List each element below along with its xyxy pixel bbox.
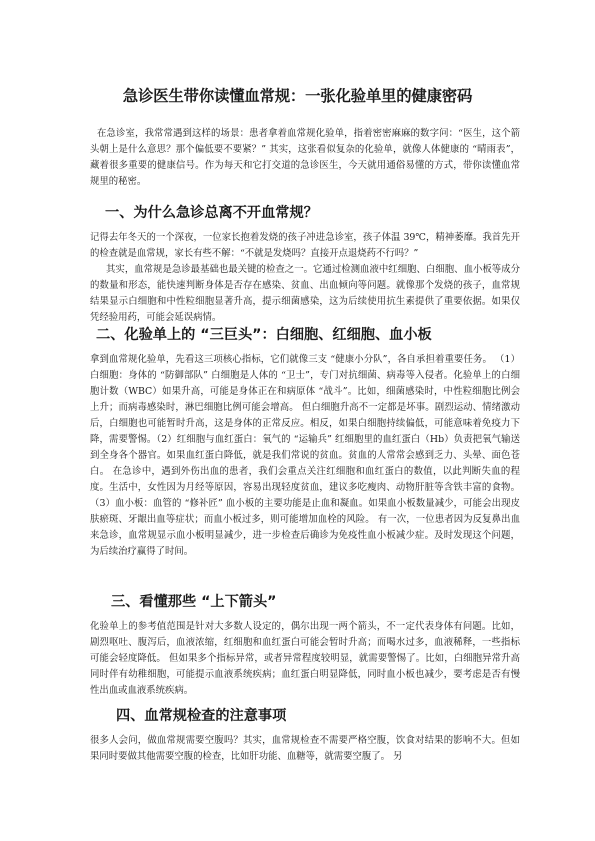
section-4-paragraph-1: 很多人会问，做血常规需要空腹吗？其实，血常规检查不需要严格空腹，饮食对结果的影响不大。但如果同时要做其他需要空腹的检查，比如肝功能、血糖等，就需要空腹了。 另 (90, 735, 520, 762)
section-1-heading: 一、为什么急诊总离不开血常规？ (105, 205, 318, 221)
intro-paragraph: 在急诊室，我常常遇到这样的场景：患者拿着血常规化验单，指着密密麻麻的数字问：“医生，这个箭头朝上是什么意思？那个偏低要不要紧？” 其实，这张看似复杂的化验单，就像人体健康的 “晴雨表”，藏着很多重要的健康信号。作为每天和它打交道的急诊医生，今天就用通俗易懂的方式，带你读懂血常规里的秘密。 (90, 128, 520, 187)
section-2-paragraph-1: 拿到血常规化验单，先看这三项核心指标，它们就像三支 “健康小分队”，各自承担着重要任务。 （1）白细胞：身体的 “防御部队” 白细胞是人体的 “卫士”，专门对抗细菌、病毒等入侵者。化验单上的白细胞计数（WBC）如果升高，可能是身体正在和病原体 “战斗”。比如，细菌感染时，中性粒细胞比例会上升；而病毒感染时，淋巴细胞比例可能会增高。 但白细胞升高不一定都是坏事。剧烈运动、情绪激动后，白细胞也可能暂时升高，这是身体的正常反应。相反，如果白细胞持续偏低，可能意味着免疫力下降，需要警惕。（2）红细胞与血红蛋白：氧气的 “运输兵” 红细胞里的血红蛋白（Hb）负责把氧气输送到全身各个器官。如果血红蛋白降低，就是我们常说的贫血。贫血的人常常会感到乏力、头晕、面色苍白。 在急诊中，遇到外伤出血的患者，我们会重点关注红细胞和血红蛋白的数值，以此判断失血的程度。生活中，女性因为月经等原因，容易出现轻度贫血，建议多吃瘦肉、动物肝脏等含铁丰富的食物。 （3）血小板：血管的 “修补匠” 血小板的主要功能是止血和凝血。如果血小板数量减少，可能会出现皮肤瘀斑、牙龈出血等症状；而血小板过多，则可能增加血栓的风险。 有一次，一位患者因为反复鼻出血来急诊，血常规显示血小板明显减少，进一步检查后确诊为免疫性血小板减少症。及时发现这个问题，为后续治疗赢得了时间。 (90, 354, 520, 557)
section-2-heading: 二、化验单上的 “三巨头”：白细胞、红细胞、血小板 (96, 327, 432, 343)
document-title: 急诊医生带你读懂血常规：一张化验单里的健康密码 (122, 87, 473, 106)
section-1-paragraph-2: 其实，血常规是急诊最基础也最关键的检查之一。它通过检测血液中红细胞、白细胞、血小板等成分的数量和形态，能快速判断身体是否存在感染、贫血、出血倾向等问题。就像那个发烧的孩子，血常规结果显示白细胞和中性粒细胞显著升高，提示细菌感染，这为后续使用抗生素提供了重要依据。如果仅凭经验用药，可能会延误病情。 (90, 264, 520, 323)
section-3-paragraph-1: 化验单上的参考值范围是针对大多数人设定的，偶尔出现一两个箭头，不一定代表身体有问题。比如，剧烈呕吐、腹泻后，血液浓缩，红细胞和血红蛋白可能会暂时升高；而喝水过多，血液稀释，一些指标可能会轻度降低。 但如果多个指标异常，或者异常程度较明显，就需要警惕了。比如，白细胞异常升高同时伴有幼稚细胞，可能提示血液系统疾病；血红蛋白明显降低，同时血小板也减少，要考虑是否有慢性出血或血液系统疾病。 (90, 621, 520, 696)
section-1-paragraph-1: 记得去年冬天的一个深夜，一位家长抱着发烧的孩子冲进急诊室，孩子体温 39℃，精神萎靡。我首先开的检查就是血常规，家长有些不解：“不就是发烧吗？直接开点退烧药不行吗？” (90, 232, 520, 259)
section-3-heading: 三、看懂那些 “上下箭头” (111, 594, 277, 610)
section-4-heading: 四、血常规检查的注意事项 (116, 708, 287, 724)
